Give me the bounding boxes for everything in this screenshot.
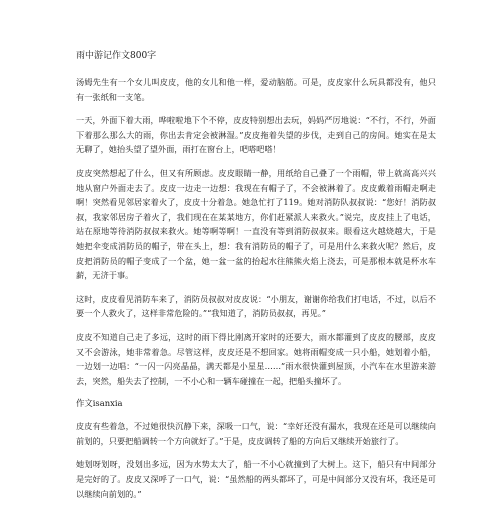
paragraph: 她划呀划呀，没划出多远，因为水势太大了，船一不小心就撞到了大树上。这下，船只有中间部分是完好的了。皮皮又深呼了一口气，说：“虽然船的两头都坏了，可是中间部分又没有坏，我还是可以继续向前划的。”: [76, 459, 436, 499]
paragraph: 汤姆先生有一个女儿叫皮皮，他的女儿和他一样，爱动脑筋。可是，皮皮家什么玩具都没有，他只有一张纸和一支笔。: [76, 77, 436, 102]
paragraph: 皮皮有些着急，不过她很快沉静下来，深吸一口气，说：“幸好还没有漏水，我现在还是可以继续向前划的，只要把船调转一个方向就好了。”于是，皮皮调转了船的方向后又继续开始旅行了。: [76, 421, 436, 446]
document-title: 雨中游记作文800字: [76, 51, 157, 61]
paragraph: 这时，皮皮看见消防车来了，消防员叔叔对皮皮说：“小朋友，谢谢你给我们打电话，不过，以后不要一个人救火了，这样非常危险的。”“我知道了，消防员叔叔，再见。”: [76, 293, 436, 319]
paragraph: 一天，外面下着大雨，哗啦啦地下个不停，皮皮特别想出去玩，妈妈严厉地说：“不行，不行，外面下着那么那么大的雨，你出去肯定会被淋湿。”皮皮拖着失望的步伐，走到自己的房间。她实在是太无聊了，她抬头望了望外面，雨打在窗台上，吧嗒吧嗒！: [76, 115, 436, 155]
paragraph: 皮皮突然想起了什么，但又有所顾虑。皮皮眼睛一静，用纸给自己叠了一个雨帽，带上就高高兴兴地从窗户外面走去了。皮皮一边走一边想：我现在有帽子了，不会被淋着了。皮皮戴着雨帽走啊走啊！突然看见邻居家着火了，皮皮十分着急。她急忙打了119。她对消防队叔叔说：“您好！消防叔叔，我家邻居房子着火了，我们现在在某某地方，你们赶紧派人来救火。”说完，皮皮挂上了电话，站在原地等待消防叔叔来救火。她等啊等啊！一直没有等到消防叔叔来。眼看这火越烧越大，于是她把伞变成消防员的帽子，带在头上，想：我有消防员的帽子了，可是用什么来救火呢？然后，皮皮把消防员的帽子变成了一个盆，她一盆一盆的抬起水往熊熊火焰上浇去，可是那根本就是杯水车薪，无济于事。: [76, 167, 436, 281]
section-title: 作文isanxia: [76, 398, 123, 409]
paragraph: 皮皮不知道自己走了多远，这时的雨下得比刚离开家时的还要大，雨水都灌到了皮皮的腰部，皮皮又不会游泳，她非常着急。尽管这样，皮皮还是不想回家。她将雨帽变成一只小船，她划着小船，一边划一边唱：“一闪一闪亮晶晶，满天都是小星星……”雨水很快灌到屋顶，小汽车在水里游来游去，突然，船失去了控制，一不小心和一辆车碰撞在一起，把船头撞坏了。: [76, 331, 436, 386]
